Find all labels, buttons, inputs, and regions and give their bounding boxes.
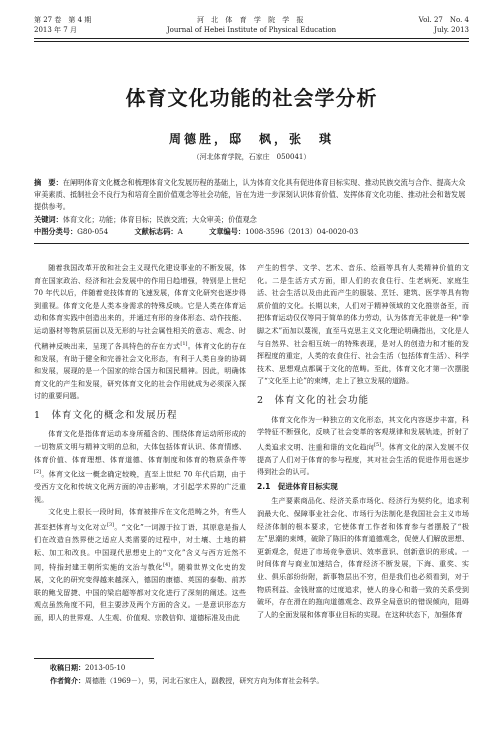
abstract-text: 在阐明体育文化概念和梳理体育文化发展历程的基础上，认为体育文化具有促进体育目标实现、推动民族交流与合作、提高大众审美素质、抵制社会不良行为和培育全面价值观念等社会功能，旨在为进一步深刻认识体育价值、发挥体育文化功能、推动社会和谐发展提供参考。 <box>34 178 466 211</box>
citation-ref: [5] <box>374 441 382 448</box>
paragraph: 随着我国改革开放和社会主义现代化建设事业的不断发展，体育在国家政治、经济和社会发展中的作用日趋增强，特别是上世纪 70 年代以后，伴随着竞技体育的飞速发展，体育文化研究也逐步得到重视。体育文化是人类本身需求的特殊反映。它是人类在体育运动和体育实践中创造出来的，并通过有形的身体形态、动作技能、运动器材等物质层面以及无形的与社会属性相关的意志、观念、时代精神反映出来，呈现了各具特色的存在方式[1]。体育文化的存在和发展，有助于健全和完善社会文化形态，有利于人类自身的协调和发展，展现的是一个国家的综合国力和国民精神。因此，明确体育文化的产生和发展，研究体育文化的社会作用就成为必须深入探讨的重要问题。 <box>34 263 247 401</box>
keywords-text: 体育文化；功能；体育目标；民族交流；大众审美；价值观念 <box>62 215 257 224</box>
footnote-author: 作者简介：周德胜（1969－），男，河北石家庄人，副教授，研究方向为体育社会科学。 <box>50 677 324 685</box>
header-center <box>34 15 469 35</box>
volume-issue-en: Vol. 27 No. 4 <box>418 16 469 24</box>
paragraph: 生产要素商品化、经济关系市场化、经济行为契约化，追求利润最大化、保障事业社会化、市场行为法制化是我国社会主义市场经济体制的根本要求，它使体育工作者和体育参与者摆脱了“极左”思潮的束缚，破除了陈旧的体育道德观念，促使人们解放思想、更新观念，促进了市场竞争意识、效率意识、创新意识的形成。一时间体育与商业加速结合，体育经济不断发展，下海、重奖、实业、俱乐部纷纷附，新事物层出不穷，但是我们也必须看到，对于物质利益、金钱财富的过度追求，使人的身心和谐一致的关系受到破坏，存在滑在的拖向道德观念、政界全局意识的错误倾向，阻碍了人的全面发展和体育事业目标的实现。在这种状态下，加强体育 <box>257 496 469 619</box>
journal-name-cn: 河 北 体 育 学 院 学 报 <box>196 16 307 24</box>
clc-number: 中图分类号：G80-054 <box>34 227 109 236</box>
body-column-right <box>257 262 469 621</box>
date-cn: 2013 年 7 月 <box>34 26 77 34</box>
body-column-left <box>34 262 246 624</box>
classification-line <box>34 226 469 238</box>
header-rule-thin <box>34 41 469 42</box>
meta-divider <box>34 243 469 244</box>
abstract-label: 摘 要： <box>34 178 63 187</box>
affiliation: （河北体育学院，石家庄 050041） <box>192 153 311 161</box>
header-right <box>419 15 469 35</box>
footnote-received: 收稿日期：2013-05-10 <box>50 664 126 672</box>
paragraph: 体育文化作为一种独立的文化形态，其文化内容逐步丰富，科学特征不断强化，反映了社会变革的客观规律和发展轨迹，折射了人类追求文明、注重和谐的文化趋向[5]。体育文化的深入发展不仅提高了人们对于体育的参与程度，其对社会生活的促进作用也逐步得到社会的认可。 <box>257 414 470 477</box>
citation-ref: [1] <box>180 340 188 347</box>
paragraph: 文化史上很长一段时间，体育被排斥在文化范畴之外，有些人甚至把体育与文化对立[3]。“文化”一词源于拉丁语，其原意是指人们在改造自然界使之适应人类需要的过程中，对土壤、土地的耕耘、加工和改良。中国现代思想史上的“文化”含义与西方近然不同，特指封建王朝所实施的文治与教化[4]。随着世界文化史的发展，文化的研究变得越来越深入，德国的康德、英国的泰勒、前苏联的鲍戈留捷、中国的梁启超等都对文化进行了深刻的阐述。这些观点虽然角度不同，但主要涉及两个方面的含义。一是意识形态方面，即人的世界观、人生观、价值观、宗教信仰、道德标准及由此 <box>34 507 246 622</box>
citation-ref: [4] <box>163 562 171 569</box>
footnote-divider <box>34 658 154 659</box>
paragraph: 产生的哲学、文学、艺术、音乐、绘画等具有人类精神价值的文化。二是生活方式方面，即人们的衣食住行、生老病死、家庭生活、社会生活以及由此而产生的服装、烹饪、建筑、医学等具有物质价值的文化。长期以来，人们对于精神领域的文化推崇备至，而把体育运动仅仅等同于简单的体力劳动，认为体育无非就是一种“拳脚之术”而加以蔑视，直至马克思主义文化理论明确指出，文化是人与自然界、社会相互统一的特殊表现，是对人的创造力和才能的发挥程度的重定，人类的农食住行、社会生活（包括体育生活）、科学技术、思想观点都属于文化的范畴。至此，体育文化才第一次摆脱了“文化至上论”的束缚，走上了独立发展的道路。 <box>257 263 469 386</box>
author-list: 周德胜，邸 枫，张 琪 <box>168 132 334 146</box>
citation-ref: [2] <box>34 469 42 476</box>
citation-ref: [3] <box>107 522 115 528</box>
date-en: July. 2013 <box>434 26 469 34</box>
header-rule <box>34 38 469 39</box>
keywords-label: 关键词： <box>34 215 63 224</box>
subsection-heading-2-1: 2.1 促进体育目标实现 <box>257 481 338 491</box>
volume-issue-cn: 第 27 卷 第 4 期 <box>34 16 92 24</box>
article-number: 文章编号：1008-3596（2013）04-0020-03 <box>209 227 359 236</box>
document-code: 文献标志码：A <box>134 227 183 236</box>
running-header <box>34 15 469 41</box>
section-heading-1: 1 体育文化的概念和发展历程 <box>34 409 178 421</box>
paragraph: 体育文化是指体育运动本身所蕴含的、围绕体育运动所形成的一切物质文明与精神文明的总和，大体包括体育认识、体育情感、体育价值、体育理想、体育道德、体育制度和体育的物质条件等[2]。体育文化这一概念确定较晚，直至上世纪 70 年代后期，由于受西方文化和传统文化两方面的冲击影响，才引起学术界的广泛重视。 <box>34 429 246 504</box>
journal-name-en: Journal of Hebei Institute of Physical Education <box>166 26 337 34</box>
section-heading-2: 2 体育文化的社会功能 <box>257 394 370 406</box>
abstract <box>34 177 469 213</box>
article-title: 体育文化功能的社会学分析 <box>125 86 378 110</box>
keywords <box>34 214 469 226</box>
